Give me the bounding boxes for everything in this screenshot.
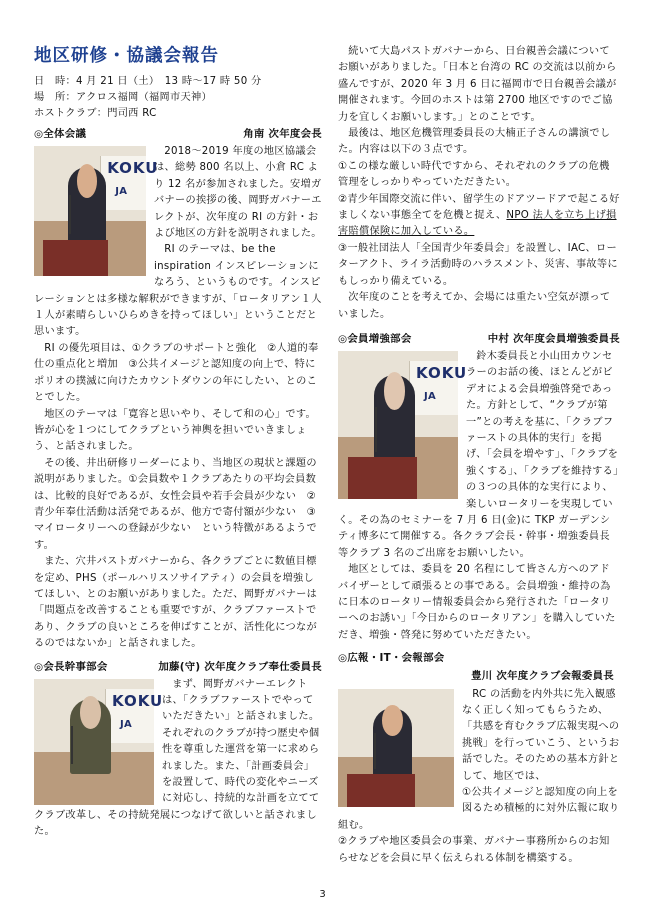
speaker-photo-nakamura: KOKU JA <box>338 351 458 499</box>
speaker-photo-sunami: KOKU JA <box>34 146 146 276</box>
paragraph: 鈴木委員長と小山田カウンセラーのお話の後、ほとんどがビデオによる会員増強啓発であった。方針として、“クラブが第一”との考えを基に、「クラブファーストの具体的実行」を掲げ、「会員を増やす」、「クラブを強くする」、「クラブを維持する」の３つの具体的な実行により、楽しいロータリーを実現していく。その為のセミナーを 7 月 6 日(金)に TKP ガーデンシティ博多にて開催する。各クラブ会長・幹事・増強委員長等クラブ 3 名のご出席をお願いしたい。 <box>338 350 619 559</box>
list-item: ②クラブや地区委員会の事業、ガバナー事務所からのお知らせなどを会員に早く伝えられる体制を構築する。 <box>338 836 610 864</box>
page-number: 3 <box>319 889 326 900</box>
meeting-date: 日 時：4 月 21 日（土） 13 時～17 時 50 分 <box>34 76 262 87</box>
host-club: ホストクラブ：門司西 RC <box>34 108 157 119</box>
section-speaker: 角南 次年度会長 <box>243 128 322 140</box>
paragraph: RI のテーマは、be the inspiration インスピレーションになろう、というものです。インスピレーションとは多様な解釈ができますが、「ロータリアン１人１人が素晴らしいひらめきを持ってほしい」ということだと思います。 <box>34 244 322 338</box>
right-column <box>338 44 620 867</box>
section-heading-pr-it-bulletin <box>338 648 620 668</box>
section-speaker: 豊川 次年度クラブ会報委員長 <box>471 670 614 683</box>
paragraph: その後、井出研修リーダーにより、当地区の現状と課題の説明がありました。①会員数や１クラブあたりの平均会員数は、比較的良好であるが、女性会員や若手会員が少ない ②青少年奉仕活動は活発であるが、他方で寄付額が少ない ③マイロータリーへの登録が少ない という特徴があるようです。 <box>34 457 317 551</box>
paragraph: 2018～2019 年度の地区協議会は、総勢 800 名以上、小倉 RC より 12 名が参加されました。安増ガバナーの挨拶の後、岡野ガバナーエレクトが、次年度の RI の方針・および地区の方針を説明されました。 <box>154 146 322 240</box>
paragraph: RI の優先項目は、①クラブのサポートと強化 ②人道的奉仕の重点化と増加 ③公共イメージと認知度の向上で、特にポリオの撲滅に向けたカウントダウンの年にしたい、とのことでした。 <box>34 342 319 404</box>
paragraph: 最後は、地区危機管理委員長の大楠正子さんの講演でした。内容は以下の３点です。 <box>338 128 611 156</box>
underlined-text: NPO 法人を立ち上げ損害賠償保険に加入している。 <box>338 210 617 238</box>
list-item: ①この様な厳しい時代ですから、それぞれのクラブの危機管理をしっかりやっていただきたい。 <box>338 160 610 189</box>
section-title: ◎広報・IT・会報部会 <box>338 652 445 665</box>
paragraph: RC の活動を内外共に先入観感なく正しく知ってもらうため、「共感を育むクラブ広報実現への挑戦」を行っていこう、というお話でした。そのための基本方針として、地区では、 <box>462 688 620 782</box>
list-item: ②青少年国際交流に伴い、留学生のドアツードアで起こる好ましくない事態全てを危機と捉え、NPO 法人を立ち上げ損害賠償保険に加入している。 <box>338 193 620 238</box>
section-title: ◎会員増強部会 <box>338 332 412 345</box>
left-column <box>34 44 322 841</box>
paragraph: 地区のテーマは「寛容と思いやり、そして和の心」です。皆が心を１つにしてクラブという神輿を担いでいきましょう、と話されました。 <box>34 408 317 453</box>
paragraph: 次年度のことを考えてか、会場には重たい空気が漂っていました。 <box>338 292 611 320</box>
section-title: ◎会長幹事部会 <box>34 660 108 673</box>
section-heading-president-secretary <box>34 657 322 677</box>
paragraph: まず、岡野ガバナーエレクトは、「クラブファーストでやっていただきたい」と話されました。それぞれのクラブが持つ歴史や個性を尊重した運営を第一に求められました。また、「計画委員会」を設置して、時代の変化やニーズに対応し、持続的な計画を立ててクラブ改革し、その持続発展につなげて欲しいと話されました。 <box>34 678 320 838</box>
speaker-photo-kato: KOKU JA <box>34 679 154 805</box>
paragraph: また、穴井パストガバナーから、各クラブごとに数値目標を定め、PHS（ポールハリスソサイアティ）の会員を増強してほしい、とのお願いがありました。ただ、岡野ガバナーは「問題点を改善することも重要ですが、クラブファーストであり、クラブの良いところを伸ばすことが、活性化につながるのではないか」と話されました。 <box>34 556 318 650</box>
section-speaker: 加藤(守) 次年度クラブ奉仕委員長 <box>158 660 322 673</box>
meeting-place: 場 所：アクロス福岡（福岡市天神） <box>34 92 212 103</box>
section-heading-membership <box>338 329 620 349</box>
section-speaker: 中村 次年度会員増強委員長 <box>487 332 620 345</box>
speaker-photo-toyokawa <box>338 689 454 807</box>
list-item: ③一般社団法人「全国青少年委員会」を設置し、IAC、ローターアクト、ライラ活動時のハラスメント、災害、事故等にもしっかり備えている。 <box>338 242 618 287</box>
paragraph: 続いて大島パストガバナーから、日台親善会議についてお願いがありました。「日本と台湾の RC の交流は以前から盛んですが、2020 年 3 月 6 日に福岡市で日台親善会議が開催されます。今回のホストは第 2700 地区ですのでご協力を宜しくお願いします。」とのことです。 <box>338 46 617 123</box>
section-title: ◎全体会議 <box>34 128 87 140</box>
list-item: ①公共イメージと認知度の向上を図るため積極的に対外広報に取り組む。 <box>338 787 620 831</box>
paragraph: 地区としては、委員を 20 名程にして皆さん方へのアドバイザーとして頑張るとの事である。会員増強・維持の為に日本のロータリー情報委員会から発行された「ロータリーへのお誘い」「今日からのロータリアン」を購入していただき、増強・啓発に努めていただきたい。 <box>338 564 616 641</box>
section-heading-general <box>34 124 322 144</box>
page-title: 地区研修・協議会報告 <box>34 46 219 66</box>
